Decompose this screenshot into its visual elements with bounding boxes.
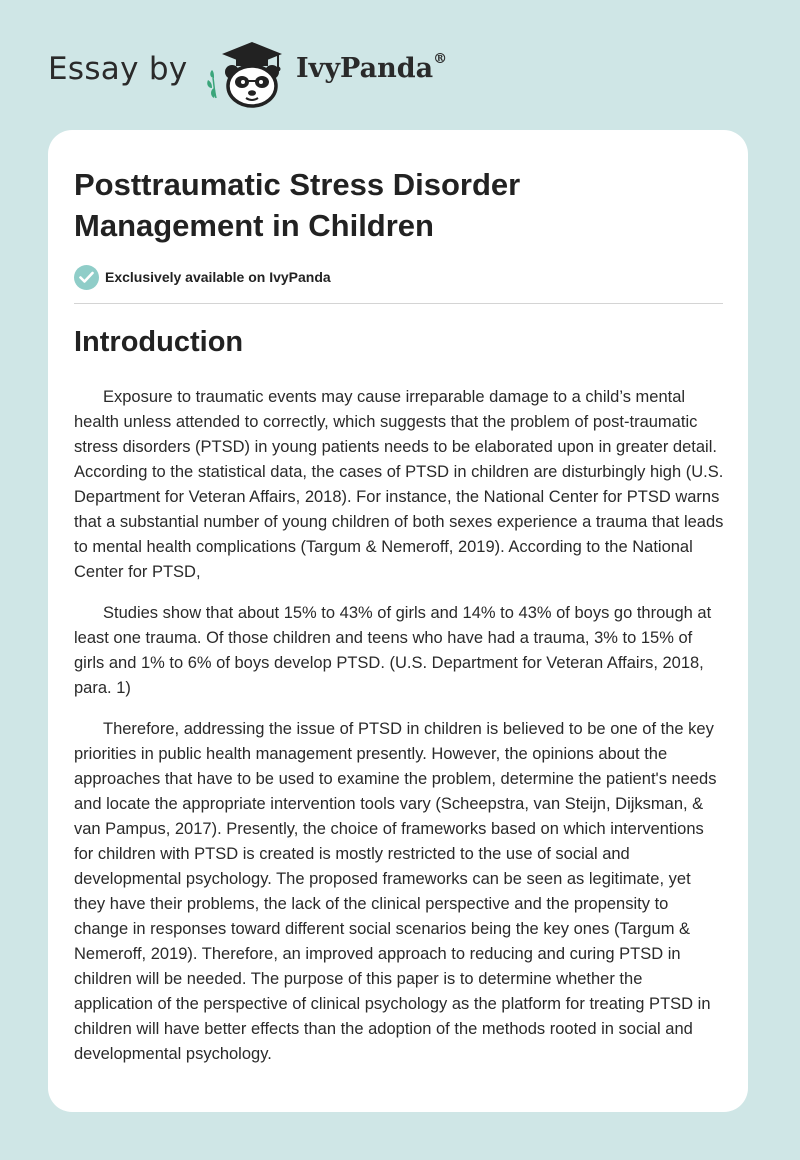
ivy-leaf-icon — [207, 70, 216, 98]
exclusive-badge — [74, 264, 331, 290]
essay-by-label: Essay by — [48, 51, 188, 87]
section-heading-introduction: Introduction — [74, 326, 244, 358]
paragraph: Exposure to traumatic events may cause irreparable damage to a child’s mental health unless attended to correctly, which suggests that the problem of post-traumatic stress disorders (PTSD) in young patients needs to be elaborated upon in greater detail. According to the statistical data, the cases of PTSD in children are disturbingly high (U.S. Department for Veteran Affairs, 2018). For instance, the National Center for PTSD warns that a substantial number of young children of both sexes experience a trauma that leads to mental health complications (Targum & Nemeroff, 2019). According to the National Center for PTSD, — [74, 388, 724, 581]
essay-card — [48, 130, 748, 1112]
block-quote: Studies show that about 15% to 43% of girls and 14% to 43% of boys go through at least one trauma. Of those children and teens who have had a trauma, 3% to 15% of girls and 1% to 6% of boys develop PTSD. (U.S. Department for Veteran Affairs, 2018, para. 1) — [74, 604, 712, 697]
badge-text: Exclusively available on IvyPanda — [105, 269, 331, 285]
site-header — [48, 36, 468, 108]
essay-body — [74, 385, 725, 1083]
brand-name[interactable]: IvyPanda® — [296, 51, 448, 84]
paragraph: Therefore, addressing the issue of PTSD in children is believed to be one of the key priorities in public health management presently. However, the opinions about the approaches that have to be used to examine the problem, determine the patient's needs and locate the appropriate intervention tools vary (Scheepstra, van Steijn, Dijksman, & van Pampus, 2017). Presently, the choice of frameworks based on which interventions for children with PTSD is created is mostly restricted to the use of social and developmental psychology. The proposed frameworks can be seen as legitimate, yet they have their problems, the lack of the clinical perspective and the propensity to change in responses toward different social scenarios being the key ones (Targum & Nemeroff, 2019). Therefore, an improved approach to reducing and curing PTSD in children will be needed. The purpose of this paper is to determine whether the application of the perspective of clinical psychology as the platform for treating PTSD in children will have better effects than the adoption of the methods rooted in social and developmental psychology. — [74, 720, 717, 1063]
panda-graduate-icon[interactable] — [202, 36, 288, 108]
check-icon — [74, 265, 99, 290]
divider — [74, 303, 723, 304]
page-title: Posttraumatic Stress Disorder Management in Children — [74, 167, 521, 243]
registered-mark: ® — [433, 51, 448, 67]
